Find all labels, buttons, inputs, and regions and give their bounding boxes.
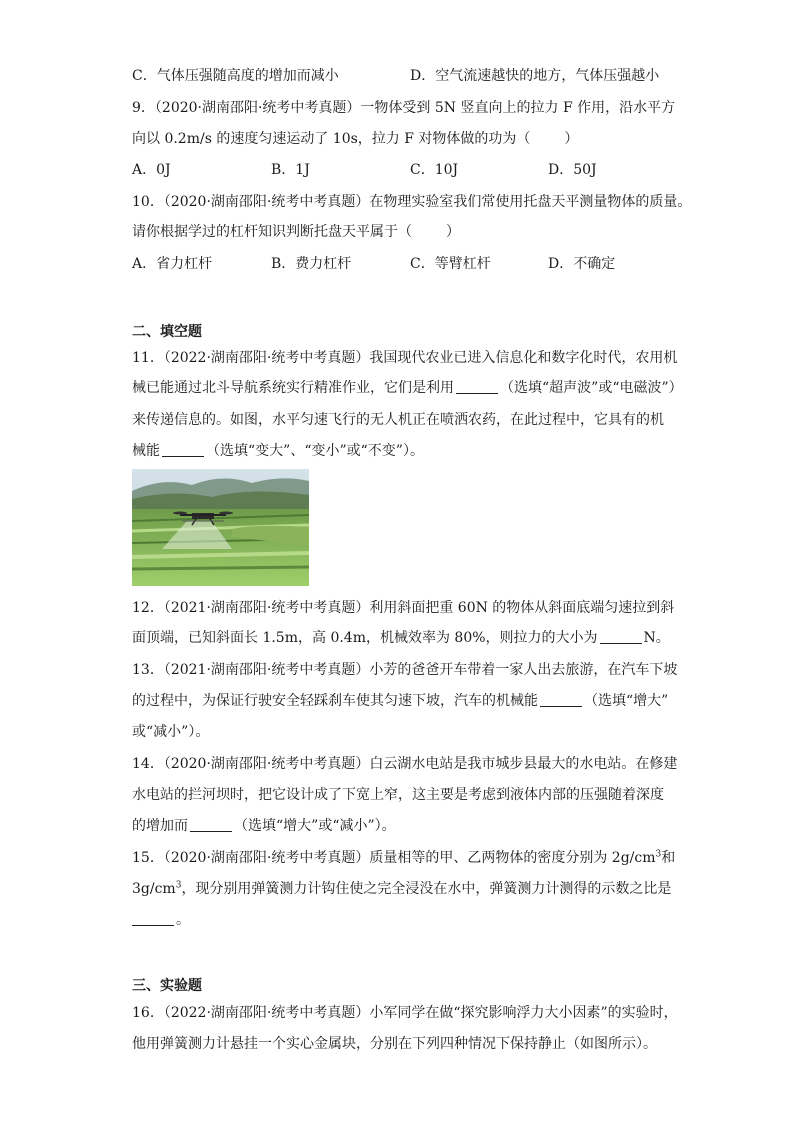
q11-text: （选填“超声波”或“电磁波”）	[500, 380, 683, 396]
q13-stem-line2	[132, 691, 668, 711]
q15-text: ，现分别用弹簧测力计钩住使之完全浸没在水中，弹簧测力计测得的示数之比是	[181, 881, 672, 897]
q12-stem-line2	[132, 628, 670, 648]
q10-option-c: C．等臂杠杆	[410, 256, 491, 272]
q9-stem-line2	[132, 129, 578, 149]
answer-blank	[600, 629, 642, 644]
q15-superscript: 3	[655, 849, 662, 860]
q10-stem-text: 请你根据学过的杠杆知识判断托盘天平属于（	[132, 224, 412, 240]
q8-option-c: C．气体压强随高度的增加而减小	[132, 68, 339, 84]
q13-text: 的过程中，为保证行驶安全轻踩刹车使其匀速下坡，汽车的机械能	[132, 693, 538, 709]
q15-text: 15．（2020·湖南邵阳·统考中考真题）质量相等的甲、乙两物体的密度分别为 2g/cm	[132, 850, 656, 866]
q14-stem-line1: 14．（2020·湖南邵阳·统考中考真题）白云湖水电站是我市城步县最大的水电站。在修建	[132, 756, 678, 772]
q11-text: 械能	[132, 443, 160, 459]
q11-text: （选填“变大”、“变小”或“不变”）。	[206, 443, 424, 459]
answer-blank	[132, 911, 174, 926]
q16-stem-line1: 16．（2022·湖南邵阳·统考中考真题）小军同学在做“探究影响浮力大小因素”的实验时，	[132, 1005, 678, 1021]
q10-stem-close: ）	[446, 224, 460, 240]
q15-stem-line2	[132, 879, 671, 899]
answer-blank	[456, 379, 498, 394]
q9-option-d: D．50J	[548, 162, 597, 178]
q12-text: 面顶端，已知斜面长 1.5m，高 0.4m，机械效率为 80%，则拉力的大小为	[132, 630, 598, 646]
q10-option-a: A．省力杠杆	[132, 256, 213, 272]
q14-stem-line2: 水电站的拦河坝时，把它设计成了下宽上窄，这主要是考虑到液体内部的压强随着深度	[132, 787, 664, 803]
q14-text: 的增加而	[132, 818, 188, 834]
q8-option-d: D．空气流速越快的地方，气体压强越小	[410, 68, 660, 84]
q11-stem-line1: 11．（2022·湖南邵阳·统考中考真题）我国现代农业已进入信息化和数字化时代，农用机	[132, 350, 678, 366]
q16-stem-line2: 他用弹簧测力计悬挂一个实心金属块，分别在下列四种情况下保持静止（如图所示）。	[132, 1036, 657, 1052]
q13-text: （选填“增大”	[584, 693, 669, 709]
q9-option-a: A．0J	[132, 162, 171, 178]
q10-stem-line1: 10．（2020·湖南邵阳·统考中考真题）在物理实验室我们常使用托盘天平测量物体的质量。	[132, 194, 692, 210]
section-heading-fill-in: 二、填空题	[132, 324, 202, 340]
q9-option-c: C．10J	[410, 162, 459, 178]
q15-text: 和	[661, 850, 676, 866]
q10-option-b: B．费力杠杆	[271, 256, 352, 272]
section-heading-experiment: 三、实验题	[132, 978, 202, 994]
q14-text: （选填“增大”或“减小”）。	[234, 818, 396, 834]
q11-stem-line2	[132, 378, 683, 398]
q10-option-d: D．不确定	[548, 256, 616, 272]
q9-stem-close: ）	[564, 131, 579, 147]
q15-stem-line1	[132, 848, 675, 868]
q11-stem-line3: 来传递信息的。如图，水平匀速飞行的无人机正在喷洒农药，在此过程中，它具有的机	[132, 412, 664, 428]
drone-spraying-photo	[132, 469, 309, 586]
q15-stem-line3	[132, 910, 190, 930]
q15-text: 3g/cm	[132, 881, 176, 897]
answer-blank	[540, 692, 582, 707]
q15-text: 。	[176, 912, 190, 928]
q15-superscript: 3	[175, 880, 182, 891]
q12-stem-line1: 12．（2021·湖南邵阳·统考中考真题）利用斜面把重 60N 的物体从斜面底端匀速拉到斜	[132, 600, 675, 616]
q13-stem-line3: 或“减小”）。	[132, 724, 210, 740]
q12-text: N。	[643, 630, 670, 646]
answer-blank	[190, 817, 232, 832]
q10-stem-line2	[132, 222, 460, 242]
answer-blank	[162, 442, 204, 457]
q9-stem-line1: 9．（2020·湖南邵阳·统考中考真题）一物体受到 5N 竖直向上的拉力 F 作用，沿水平方	[132, 100, 676, 116]
q9-option-b: B．1J	[271, 162, 310, 178]
q11-text: 械已能通过北斗导航系统实行精准作业，它们是利用	[132, 380, 454, 396]
q9-stem-text: 向以 0.2m/s 的速度匀速运动了 10s，拉力 F 对物体做的功为（	[132, 131, 531, 147]
q14-stem-line3	[132, 816, 396, 836]
drone-spraying-illustration	[132, 469, 309, 586]
q13-stem-line1: 13．（2021·湖南邵阳·统考中考真题）小芳的爸爸开车带着一家人出去旅游，在汽车下坡	[132, 662, 678, 678]
q11-stem-line4	[132, 441, 424, 461]
